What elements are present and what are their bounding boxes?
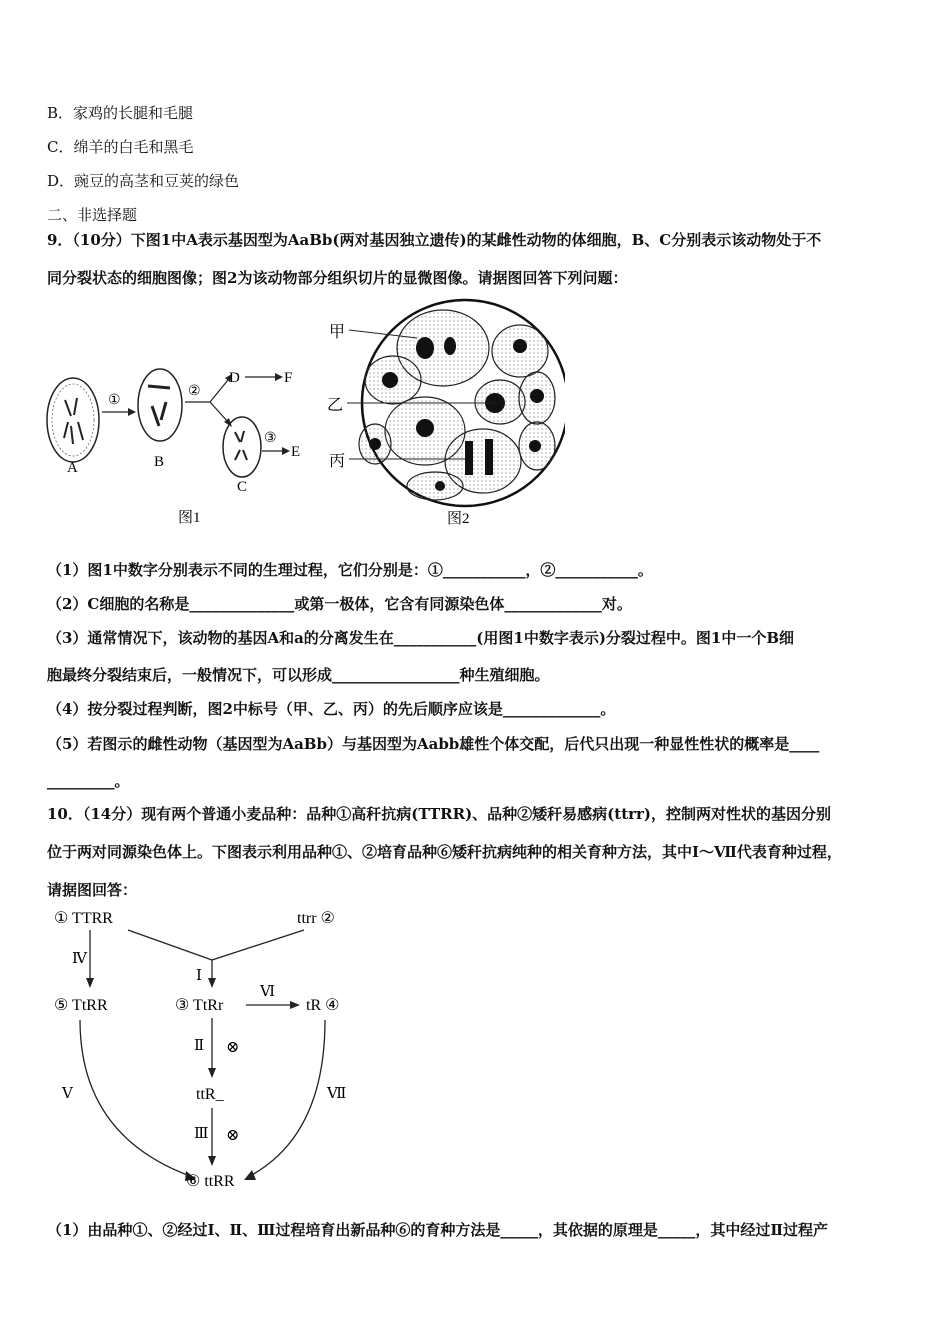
cell-a-outline: [47, 378, 99, 462]
process-2: Ⅱ: [194, 1038, 205, 1054]
selfing-symbol-2: ⊗: [226, 1127, 240, 1144]
q10-stem-line2: 位于两对同源染色体上。下图表示利用品种①、②培育品种⑥矮秆抗病纯种的相关育种方法，其中Ⅰ～Ⅶ代表育种过程，: [47, 843, 842, 861]
label-f: F: [284, 370, 293, 386]
q9-sub2: （2）C细胞的名称是______________或第一极体，它含有同源染色体_____________对。: [47, 595, 632, 613]
step-2-label: ②: [188, 384, 201, 399]
selfing-symbol-1: ⊗: [226, 1039, 240, 1056]
q9-stem-line1: 9．（10分）下图1中A表示基因型为AaBb(两对基因独立遗传)的某雌性动物的体细胞，B、C分别表示该动物处于不: [47, 231, 822, 249]
cell-b-outline: [138, 369, 182, 441]
option-d: D．豌豆的高茎和豆荚的绿色: [47, 172, 240, 190]
option-c: C．绵羊的白毛和黑毛: [47, 138, 194, 156]
section-title: 二、非选择题: [47, 206, 138, 224]
label-d: D: [229, 370, 240, 386]
q9-sub4: （4）按分裂过程判断，图2中标号（甲、乙、丙）的先后顺序应该是_____________。: [47, 700, 616, 718]
option-b: B．家鸡的长腿和毛腿: [47, 104, 194, 122]
label-e: E: [291, 444, 301, 460]
cell-a-chromosomes: [64, 398, 83, 444]
node-6: ⑥ ttRR: [186, 1173, 235, 1190]
q9-sub5-line2: _________。: [47, 772, 130, 790]
cell-c-chromosomes: [235, 431, 247, 460]
q9-sub5-line1: （5）若图示的雌性动物（基因型为AaBb）与基因型为Aabb雄性个体交配，后代只出现一种显性性状的概率是____: [47, 735, 820, 753]
node-mid: ttR_: [196, 1086, 224, 1103]
q9-sub1: （1）图1中数字分别表示不同的生理过程，它们分别是：①___________，②___________。: [47, 561, 653, 579]
process-5: Ⅴ: [62, 1086, 73, 1102]
process-6: Ⅵ: [260, 984, 276, 1000]
figure-1: [40, 360, 320, 530]
label-a: A: [67, 460, 78, 476]
figure-1-caption: 图1: [178, 510, 201, 526]
process-3: Ⅲ: [194, 1126, 209, 1142]
label-b: B: [154, 454, 165, 470]
q9-sub3-line2: 胞最终分裂结束后，一般情况下，可以形成_________________种生殖细胞。: [47, 666, 550, 684]
figure-2: [325, 296, 565, 528]
label-jia: 甲: [329, 324, 346, 341]
node-2: ttrr ②: [297, 910, 335, 927]
process-7: Ⅶ: [327, 1086, 347, 1102]
label-bing: 丙: [329, 453, 346, 470]
node-3: ③ TtRr: [175, 997, 224, 1014]
process-4: Ⅳ: [72, 951, 87, 967]
label-c: C: [237, 479, 248, 495]
process-1: Ⅰ: [196, 968, 202, 984]
node-1: ① TTRR: [54, 910, 113, 927]
q10-stem-line3: 请据图回答：: [47, 881, 138, 899]
cell-c-outline: [223, 417, 261, 477]
q10-stem-line1: 10．（14分）现有两个普通小麦品种：品种①高秆抗病(TTRR)、品种②矮秆易感病(ttrr)，控制两对性状的基因分别: [47, 805, 832, 823]
figure-2-caption: 图2: [447, 511, 470, 527]
step-3-label: ③: [264, 431, 277, 446]
label-yi: 乙: [327, 397, 344, 414]
node-4: tR ④: [306, 997, 340, 1014]
q9-sub3-line1: （3）通常情况下，该动物的基因A和a的分离发生在___________(用图1中数字表示)分裂过程中。图1中一个B细: [47, 629, 795, 647]
q10-sub1: （1）由品种①、②经过Ⅰ、Ⅱ、Ⅲ过程培育出新品种⑥的育种方法是_____，其依据的原理是_____，其中经过Ⅱ过程产: [47, 1221, 829, 1239]
step-1-label: ①: [108, 393, 121, 408]
node-5: ⑤ TtRR: [54, 997, 108, 1014]
q9-stem-line2: 同分裂状态的细胞图像；图2为该动物部分组织切片的显微图像。请据图回答下列问题：: [47, 269, 628, 287]
cell-b-chromosomes: [148, 386, 170, 426]
breeding-diagram: [40, 900, 370, 1200]
